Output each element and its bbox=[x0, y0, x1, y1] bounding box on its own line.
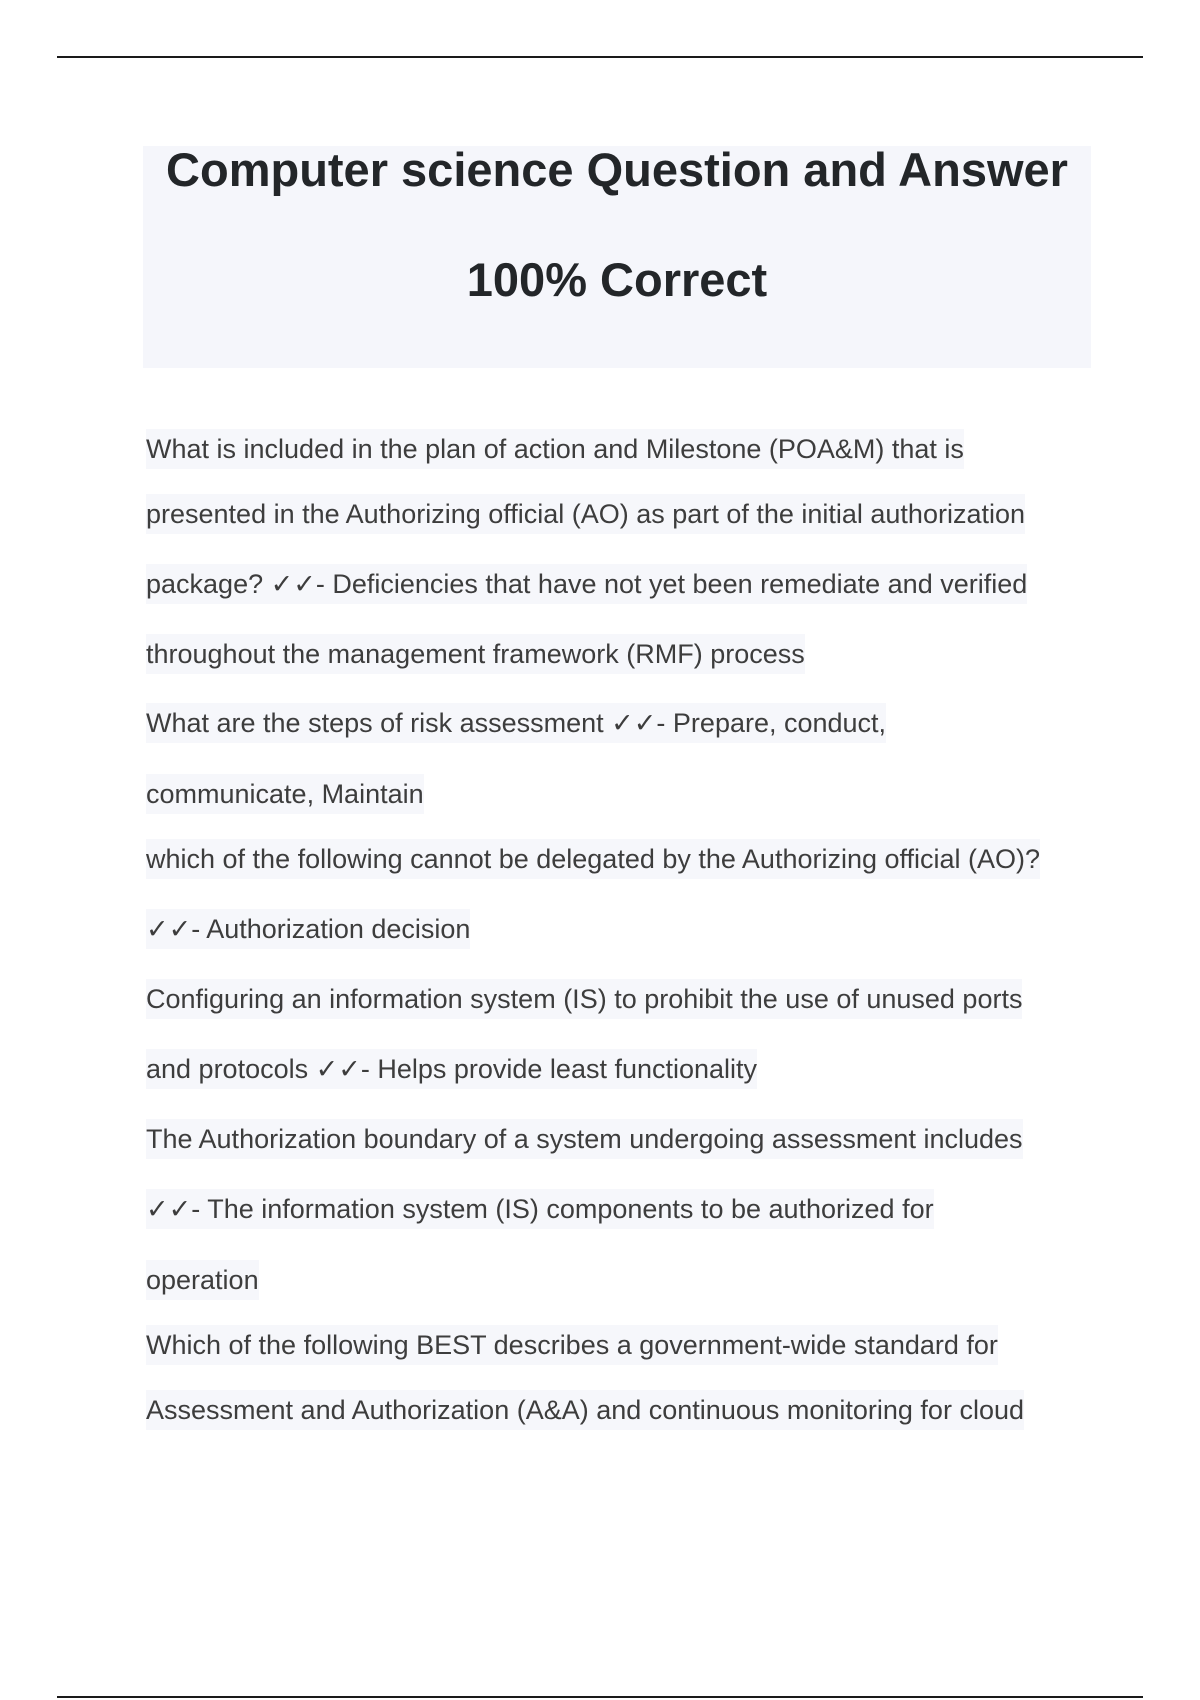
content-line: The Authorization boundary of a system undergoing assessment includes bbox=[146, 1119, 1023, 1159]
content-line: communicate, Maintain bbox=[146, 774, 424, 814]
header-rule bbox=[57, 56, 1143, 58]
content-line: ✓✓- Authorization decision bbox=[146, 909, 470, 949]
content-line: which of the following cannot be delegated by the Authorizing official (AO)? bbox=[146, 839, 1040, 879]
content-line: operation bbox=[146, 1260, 259, 1300]
content-line: presented in the Authorizing official (AO) as part of the initial authorization bbox=[146, 494, 1025, 534]
content-line: throughout the management framework (RMF) process bbox=[146, 634, 805, 674]
content-line: ✓✓- The information system (IS) components to be authorized for bbox=[146, 1189, 934, 1229]
content-line: Which of the following BEST describes a government-wide standard for bbox=[146, 1325, 998, 1365]
content-line: package? ✓✓- Deficiencies that have not yet been remediate and verified bbox=[146, 564, 1027, 604]
document-title-line-1: Computer science Question and Answer bbox=[166, 143, 1068, 196]
content-line: and protocols ✓✓- Helps provide least functionality bbox=[146, 1049, 757, 1089]
document-title-line-2: 100% Correct bbox=[466, 253, 768, 306]
content-line: What is included in the plan of action and Milestone (POA&M) that is bbox=[146, 429, 964, 469]
content-line: What are the steps of risk assessment ✓✓- Prepare, conduct, bbox=[146, 703, 886, 743]
content-line: Assessment and Authorization (A&A) and continuous monitoring for cloud bbox=[146, 1390, 1024, 1430]
footer-rule bbox=[57, 1696, 1143, 1698]
document-title-block bbox=[143, 143, 1091, 368]
content-line: Configuring an information system (IS) to prohibit the use of unused ports bbox=[146, 979, 1022, 1019]
